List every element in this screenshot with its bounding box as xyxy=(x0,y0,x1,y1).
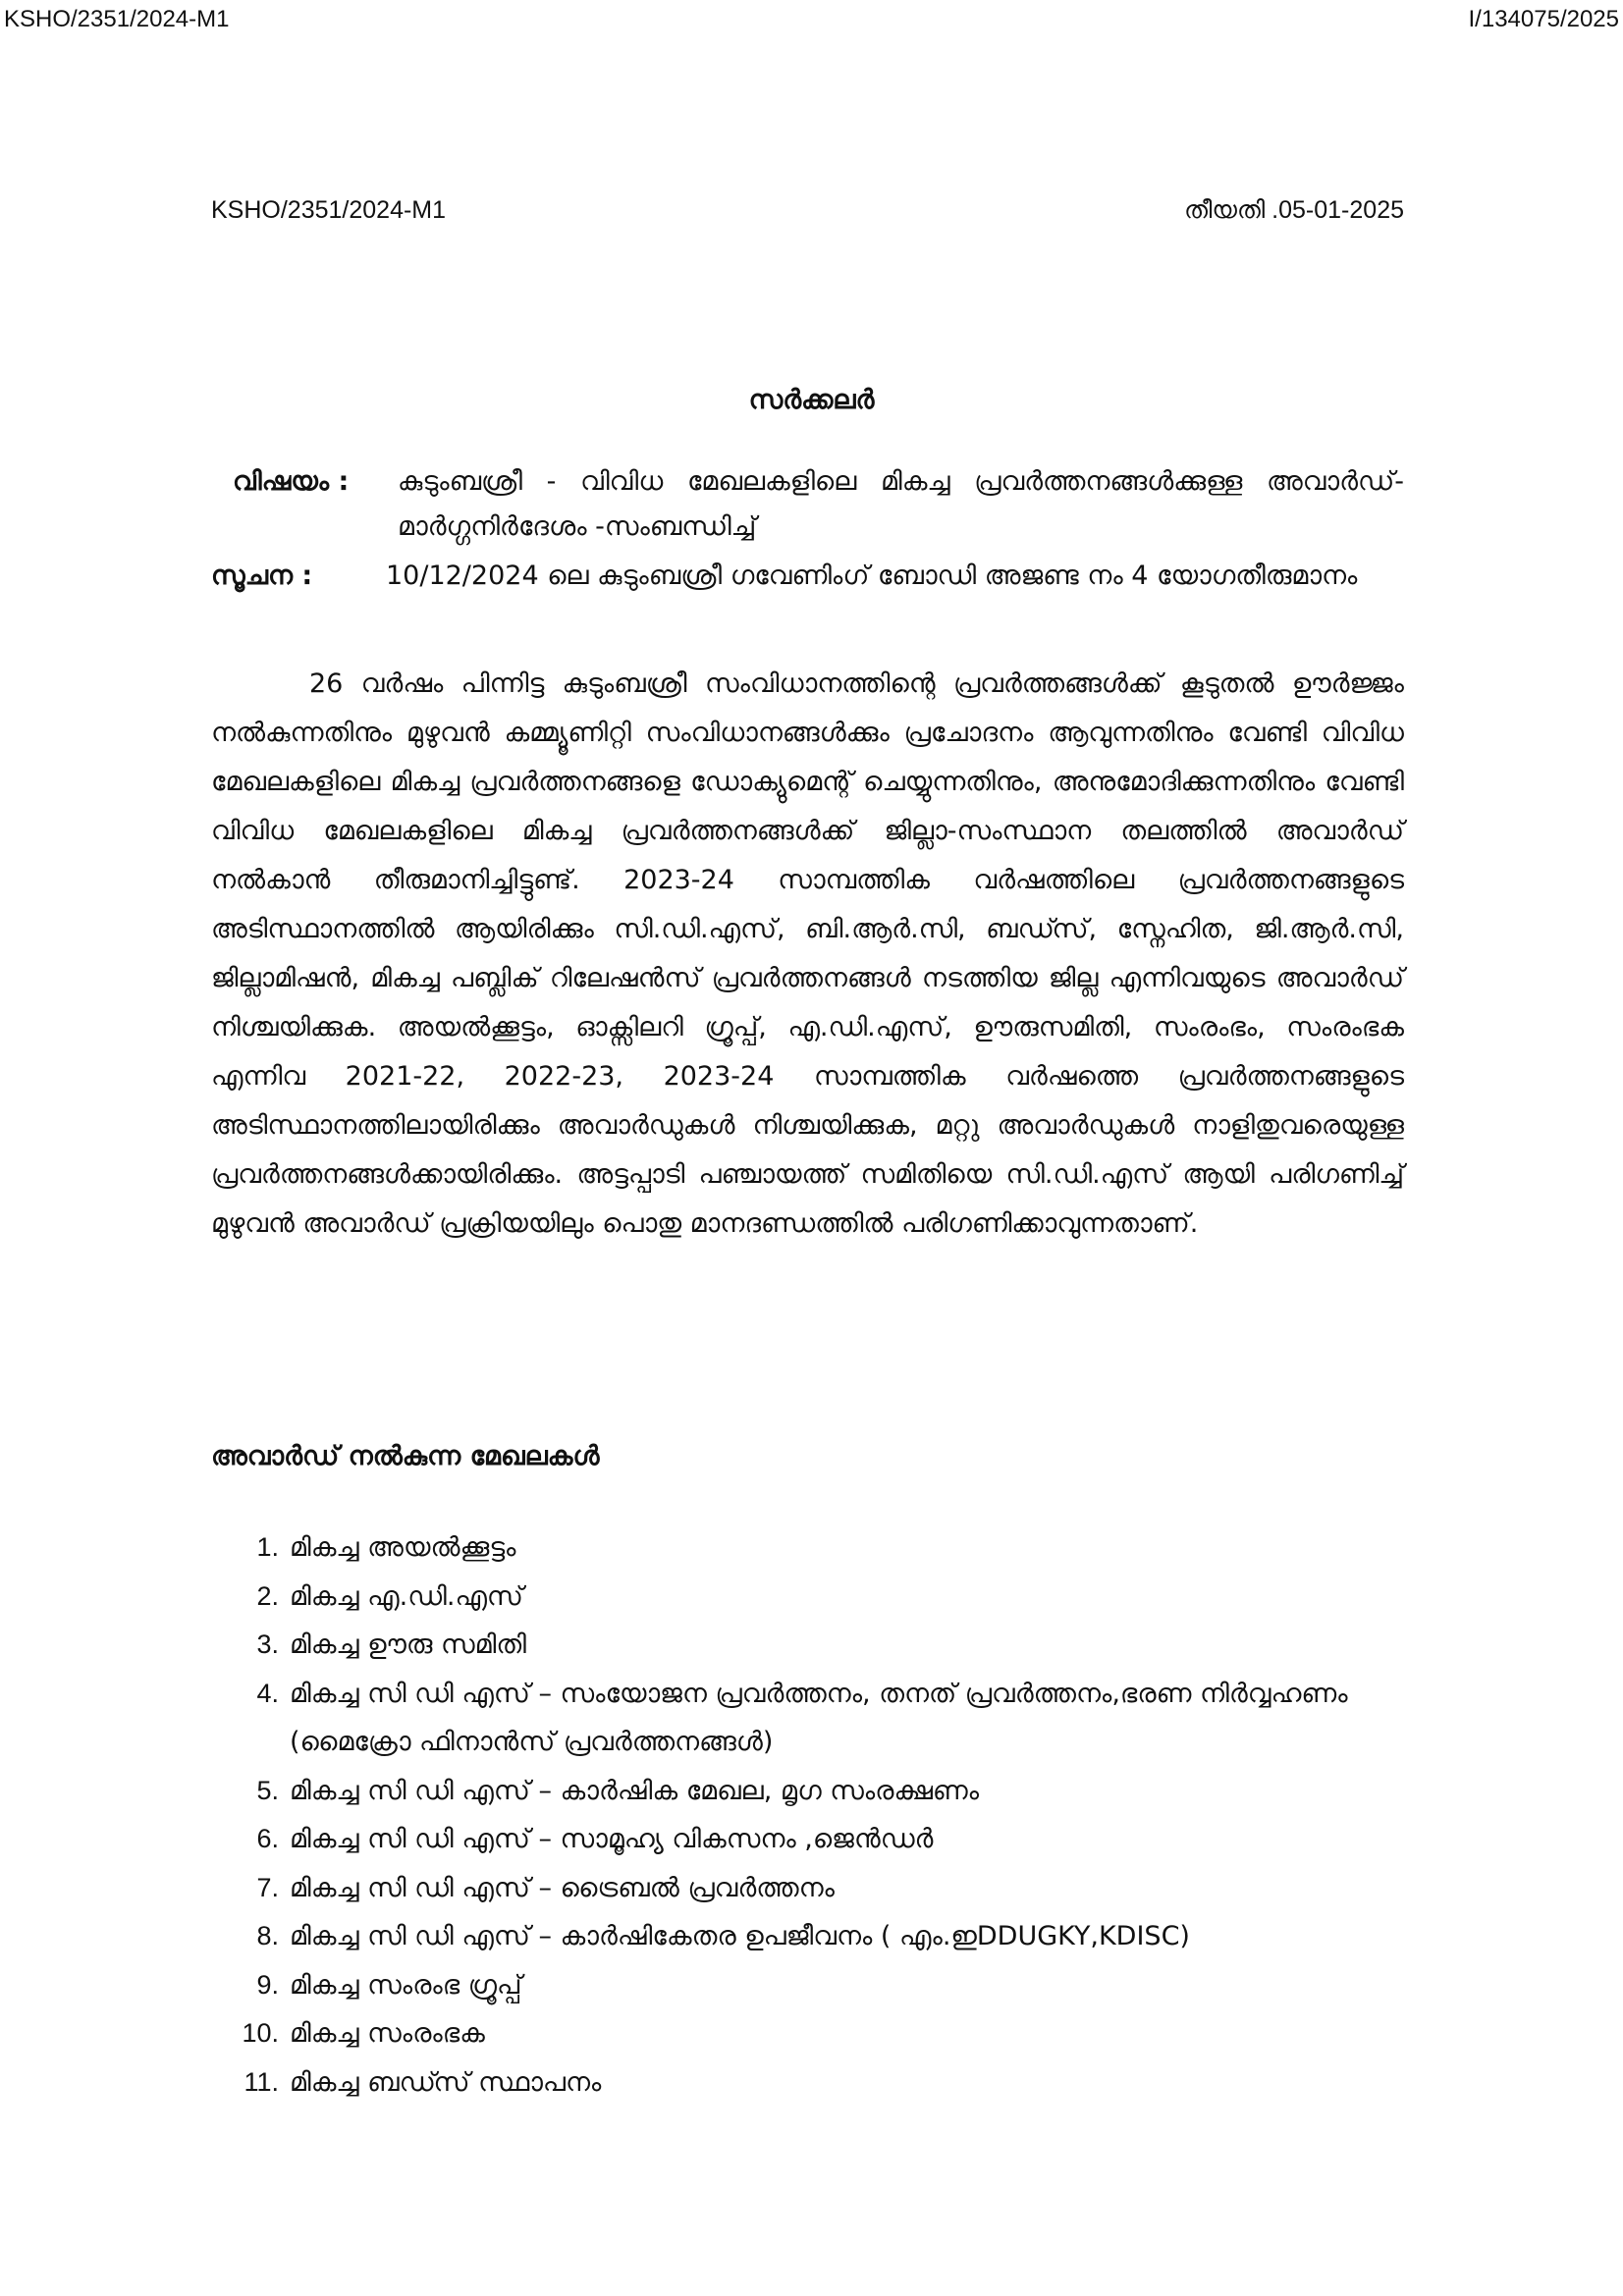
award-category-item xyxy=(236,1912,1414,1961)
letter-date: തീയതി .05-01-2025 xyxy=(1184,196,1404,224)
award-category-text: മികച്ച ബഡ്സ് സ്ഥാപനം xyxy=(290,2066,602,2098)
award-category-number: 6. xyxy=(256,1824,279,1853)
award-category-number: 4. xyxy=(256,1678,279,1708)
section-heading: അവാർഡ് നൽകുന്ന മേഖലകൾ xyxy=(211,1441,600,1471)
award-category-item xyxy=(236,1573,1414,1622)
reference-label: സൂചന : xyxy=(211,561,313,591)
subject-label: വിഷയം : xyxy=(233,466,350,497)
award-category-item xyxy=(236,1815,1414,1864)
award-category-text: മികച്ച സി ഡി എസ് – കാർഷിക മേഖല, മൃഗ സംരക്ഷണം xyxy=(290,1775,980,1806)
award-category-text: മികച്ച സി ഡി എസ് – സംയോജന പ്രവർത്തനം, തനത് പ്രവർത്തനം,ഭരണ നിർവ്വഹണം (മൈക്രോ ഫിനാൻസ് പ്രവർത്തനങ്ങൾ) xyxy=(290,1678,1348,1757)
award-category-item xyxy=(236,1767,1414,1816)
award-categories-list xyxy=(236,1523,1414,2107)
award-category-item xyxy=(236,1621,1414,1670)
award-category-item xyxy=(236,2058,1414,2108)
award-category-text: മികച്ച സംരംഭ ഗ്രൂപ്പ് xyxy=(290,1969,522,2001)
award-category-number: 11. xyxy=(243,2066,279,2097)
body-paragraph: 26 വർഷം പിന്നിട്ട കുടുംബശ്രീ സംവിധാനത്തിന്റെ പ്രവർത്തങ്ങൾക്ക് കൂടുതൽ ഊർജ്ജം നൽകുന്നതിനും മുഴുവൻ കമ്മ്യൂണിറ്റി സംവിധാനങ്ങൾക്കും പ്രചോദനം ആവുന്നതിനും വേണ്ടി വിവിധ മേഖലകളിലെ മികച്ച പ്രവർത്തനങ്ങളെ ഡോക്യുമെന്റ് ചെയ്യുന്നതിനും, അനുമോദിക്കുന്നതിനും വേണ്ടി വിവിധ മേഖലകളിലെ മികച്ച പ്രവർത്തനങ്ങൾക്ക് ജില്ലാ-സംസ്ഥാന തലത്തിൽ അവാർഡ് നൽകാൻ തീരുമാനിച്ചിട്ടുണ്ട്. 2023-24 സാമ്പത്തിക വർഷത്തിലെ പ്രവർത്തനങ്ങളുടെ അടിസ്ഥാനത്തിൽ ആയിരിക്കും സി.ഡി.എസ്, ബി.ആർ.സി, ബഡ്സ്, സ്നേഹിത, ജി.ആർ.സി, ജില്ലാമിഷൻ, മികച്ച പബ്ലിക് റിലേഷൻസ് പ്രവർത്തനങ്ങൾ നടത്തിയ ജില്ല എന്നിവയുടെ അവാർഡ് നിശ്ചയിക്കുക. അയൽക്കൂട്ടം, ഓക്സിലറി ഗ്രൂപ്പ്, എ.ഡി.എസ്, ഊരുസമിതി, സംരംഭം, സംരംഭക എന്നിവ 2021-22, 2022-23, 2023-24 സാമ്പത്തിക വർഷത്തെ പ്രവർത്തനങ്ങളുടെ അടിസ്ഥാനത്തിലായിരിക്കും അവാർഡുകൾ നിശ്ചയിക്കുക, മറ്റു അവാർഡുകൾ നാളിതുവരെയുള്ള പ്രവർത്തനങ്ങൾക്കായിരിക്കും. അട്ടപ്പാടി പഞ്ചായത്ത് സമിതിയെ സി.ഡി.എസ് ആയി പരിഗണിച്ച് മുഴുവൻ അവാർഡ് പ്രക്രിയയിലും പൊതു മാനദണ്ഡത്തിൽ പരിഗണിക്കാവുന്നതാണ്. xyxy=(211,668,1404,1239)
file-number: KSHO/2351/2024-M1 xyxy=(211,196,447,224)
award-category-number: 9. xyxy=(256,1969,279,2000)
award-category-item xyxy=(236,1670,1414,1767)
header-file-reference: KSHO/2351/2024-M1 xyxy=(4,6,230,32)
award-category-item xyxy=(236,1523,1414,1573)
award-category-number: 1. xyxy=(256,1532,279,1562)
award-category-number: 3. xyxy=(256,1629,279,1659)
subject-text: കുടുംബശ്രീ - വിവിധ മേഖലകളിലെ മികച്ച പ്രവർത്തനങ്ങൾക്കുള്ള അവാർഡ്-മാർഗ്ഗനിർദേശം -സംബന്ധിച്ച് xyxy=(398,466,1404,542)
award-category-text: മികച്ച സംരംഭക xyxy=(290,2018,485,2049)
award-category-number: 10. xyxy=(242,2018,279,2048)
award-category-text: മികച്ച അയൽക്കൂട്ടം xyxy=(290,1532,516,1563)
award-category-number: 2. xyxy=(256,1580,279,1611)
award-category-item xyxy=(236,1864,1414,1913)
reference-text: 10/12/2024 ലെ കുടുംബശ്രീ ഗവേണിംഗ് ബോഡി അജണ്ട നം 4 യോഗതീരുമാനം xyxy=(386,561,1358,591)
document-title: സർക്കലർ xyxy=(748,385,875,415)
award-category-text: മികച്ച സി ഡി എസ് – ട്രൈബൽ പ്രവർത്തനം xyxy=(290,1872,835,1903)
header-inward-number: I/134075/2025 xyxy=(1468,6,1619,32)
award-category-number: 7. xyxy=(256,1872,279,1902)
award-category-text: മികച്ച സി ഡി എസ് – കാർഷികേതര ഉപജീവനം ( എം.ഇDDUGKY,KDISC) xyxy=(290,1921,1190,1951)
award-category-text: മികച്ച സി ഡി എസ് – സാമൂഹ്യ വികസനം ,ജെൻഡർ xyxy=(290,1824,934,1854)
award-category-number: 8. xyxy=(256,1921,279,1950)
award-category-text: മികച്ച എ.ഡി.എസ് xyxy=(290,1580,523,1612)
award-category-item xyxy=(236,1961,1414,2010)
award-category-number: 5. xyxy=(256,1775,279,1805)
award-category-item xyxy=(236,2009,1414,2058)
award-category-text: മികച്ച ഊരു സമിതി xyxy=(290,1629,526,1660)
